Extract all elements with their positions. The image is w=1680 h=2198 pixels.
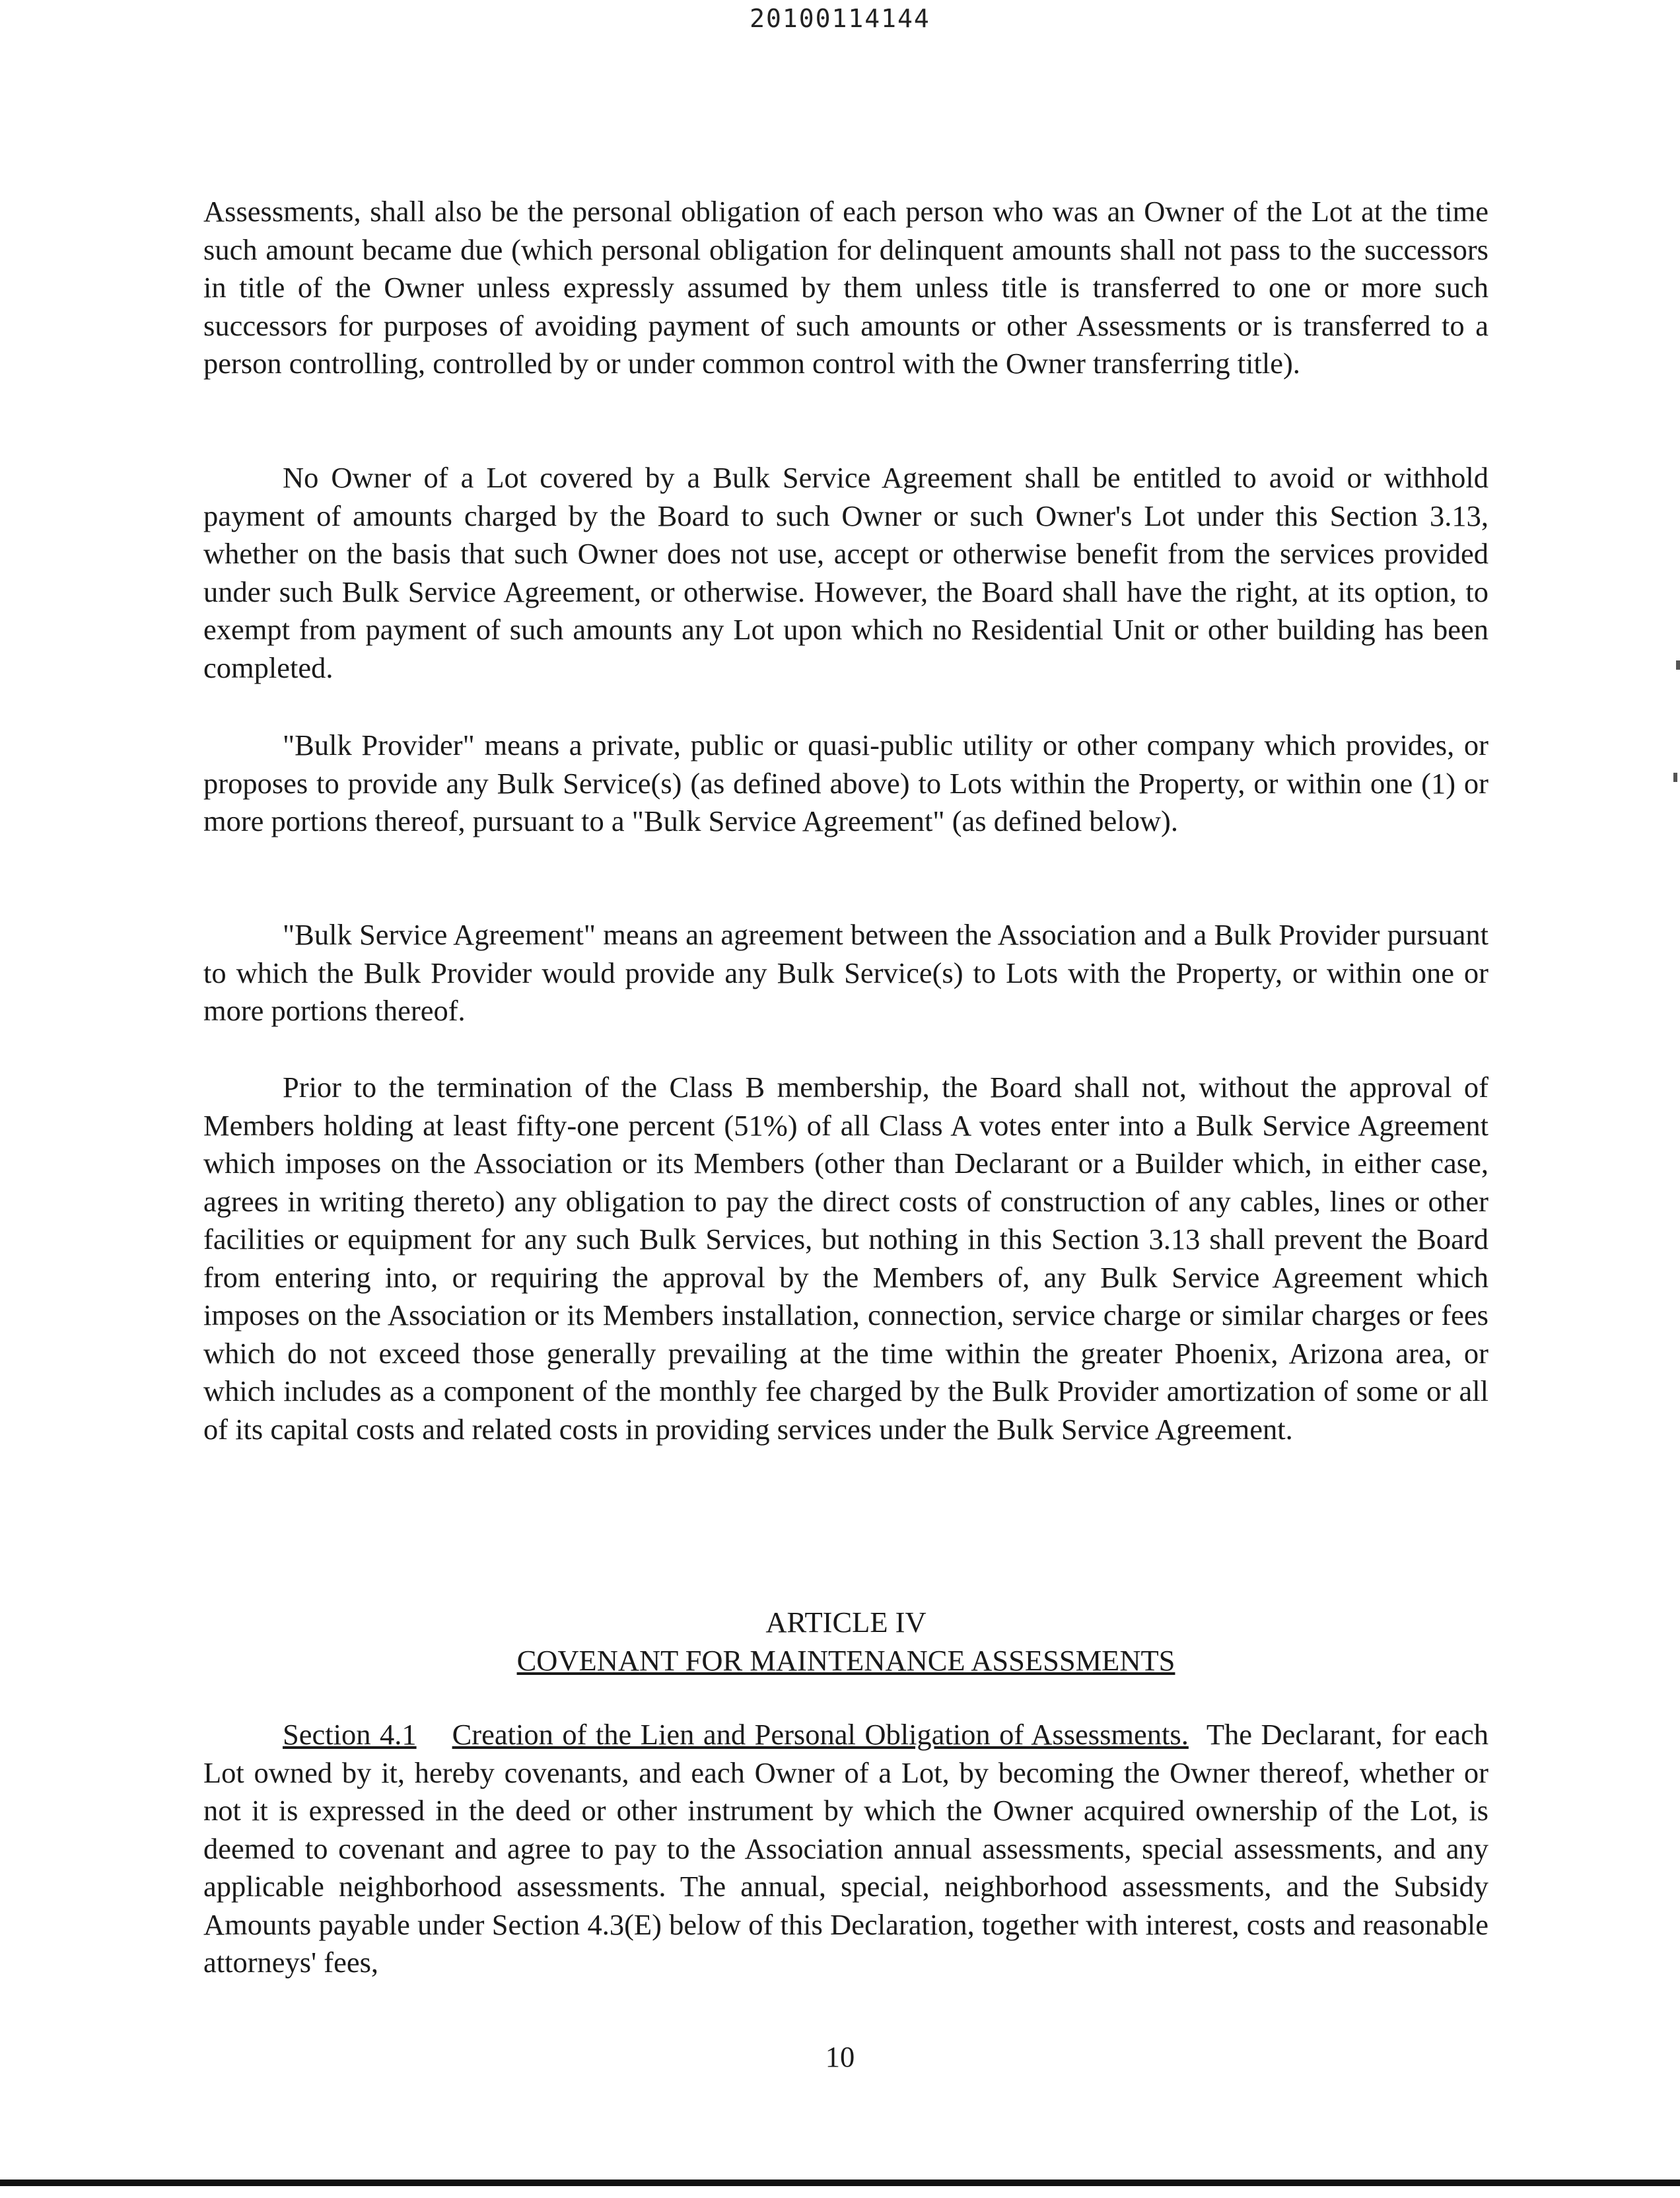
scan-speck	[1673, 773, 1677, 782]
paragraph-bulk-service-agreement-definition: "Bulk Service Agreement" means an agreement between the Association and a Bulk Provider pursuant to which the Bulk Provider would provide any Bulk Service(s) to Lots with the Property, or within one or more portions thereof.	[203, 918, 1488, 1027]
paragraph-bulk-service-payment: No Owner of a Lot covered by a Bulk Service Agreement shall be entitled to avoid or withhold payment of amounts charged by the Board to such Owner or such Owner's Lot under this Section 3.13, whether on the basis that such Owner does not use, accept or otherwise benefit from the services provided under such Bulk Service Agreement, or otherwise. However, the Board shall have the right, at its option, to exempt from payment of such amounts any Lot upon which no Residential Unit or other building has been completed.	[203, 461, 1488, 684]
section-4-1-text: The Declarant, for each Lot owned by it, hereby covenants, and each Owner of a Lot, by becoming the Owner thereof, whether or not it is expressed in the deed or other instrument by which the Owner acquired ownership of the Lot, is deemed to covenant and agree to pay to the Association annual assessments, special assessments, and any applicable neighborhood assessments. The annual, special, neighborhood assessments, and the Subsidy Amounts payable under Section 4.3(E) below of this Declaration, together with interest, costs and reasonable attorneys' fees,	[203, 1718, 1488, 1979]
paragraph-class-b-membership: Prior to the termination of the Class B membership, the Board shall not, without the approval of Members holding at least fifty-one percent (51%) of all Class A votes enter into a Bulk Service Agreement which imposes on the Association or its Members (other than Declarant or a Builder which, in either case, agrees in writing thereto) any obligation to pay the direct costs of construction of any cables, lines or other facilities or equipment for any such Bulk Services, but nothing in this Section 3.13 shall prevent the Board from entering into, or requiring the approval by the Members of, any Bulk Service Agreement which imposes on the Association or its Members installation, connection, service charge or similar charges or fees which do not exceed those generally prevailing at the time within the greater Phoenix, Arizona area, or which includes as a component of the monthly fee charged by the Bulk Provider amortization of some or all of its capital costs and related costs in providing services under the Bulk Service Agreement.	[203, 1071, 1488, 1446]
article-subtitle: COVENANT FOR MAINTENANCE ASSESSMENTS	[516, 1644, 1175, 1677]
paragraph-continued-obligation: Assessments, shall also be the personal obligation of each person who was an Owner of the Lot at the time such amount became due (which personal obligation for delinquent amounts shall not pass to the successors in title of the Owner unless expressly assumed by them unless title is transferred to one or more such successors for purposes of avoiding payment of such amounts or other Assessments or is transferred to a person controlling, controlled by or under common control with the Owner transferring title).	[203, 195, 1488, 380]
article-heading	[203, 1603, 1488, 1680]
paragraph-bulk-provider-definition: "Bulk Provider" means a private, public or quasi-public utility or other company which provides, or proposes to provide any Bulk Service(s) (as defined above) to Lots within the Property, or within one (1) or more portions thereof, pursuant to a "Bulk Service Agreement" (as defined below).	[203, 728, 1488, 837]
page-number: 10	[825, 2040, 855, 2073]
document-number: 20100114144	[750, 4, 930, 33]
scan-speck	[1676, 660, 1680, 670]
section-4-1-label: Section 4.1	[283, 1718, 417, 1751]
article-title: ARTICLE IV	[765, 1606, 927, 1639]
section-4-1-paragraph	[203, 1716, 1488, 1982]
footer-rule	[0, 2180, 1680, 2186]
section-4-1-heading: Creation of the Lien and Personal Obligation of Assessments.	[452, 1718, 1189, 1751]
